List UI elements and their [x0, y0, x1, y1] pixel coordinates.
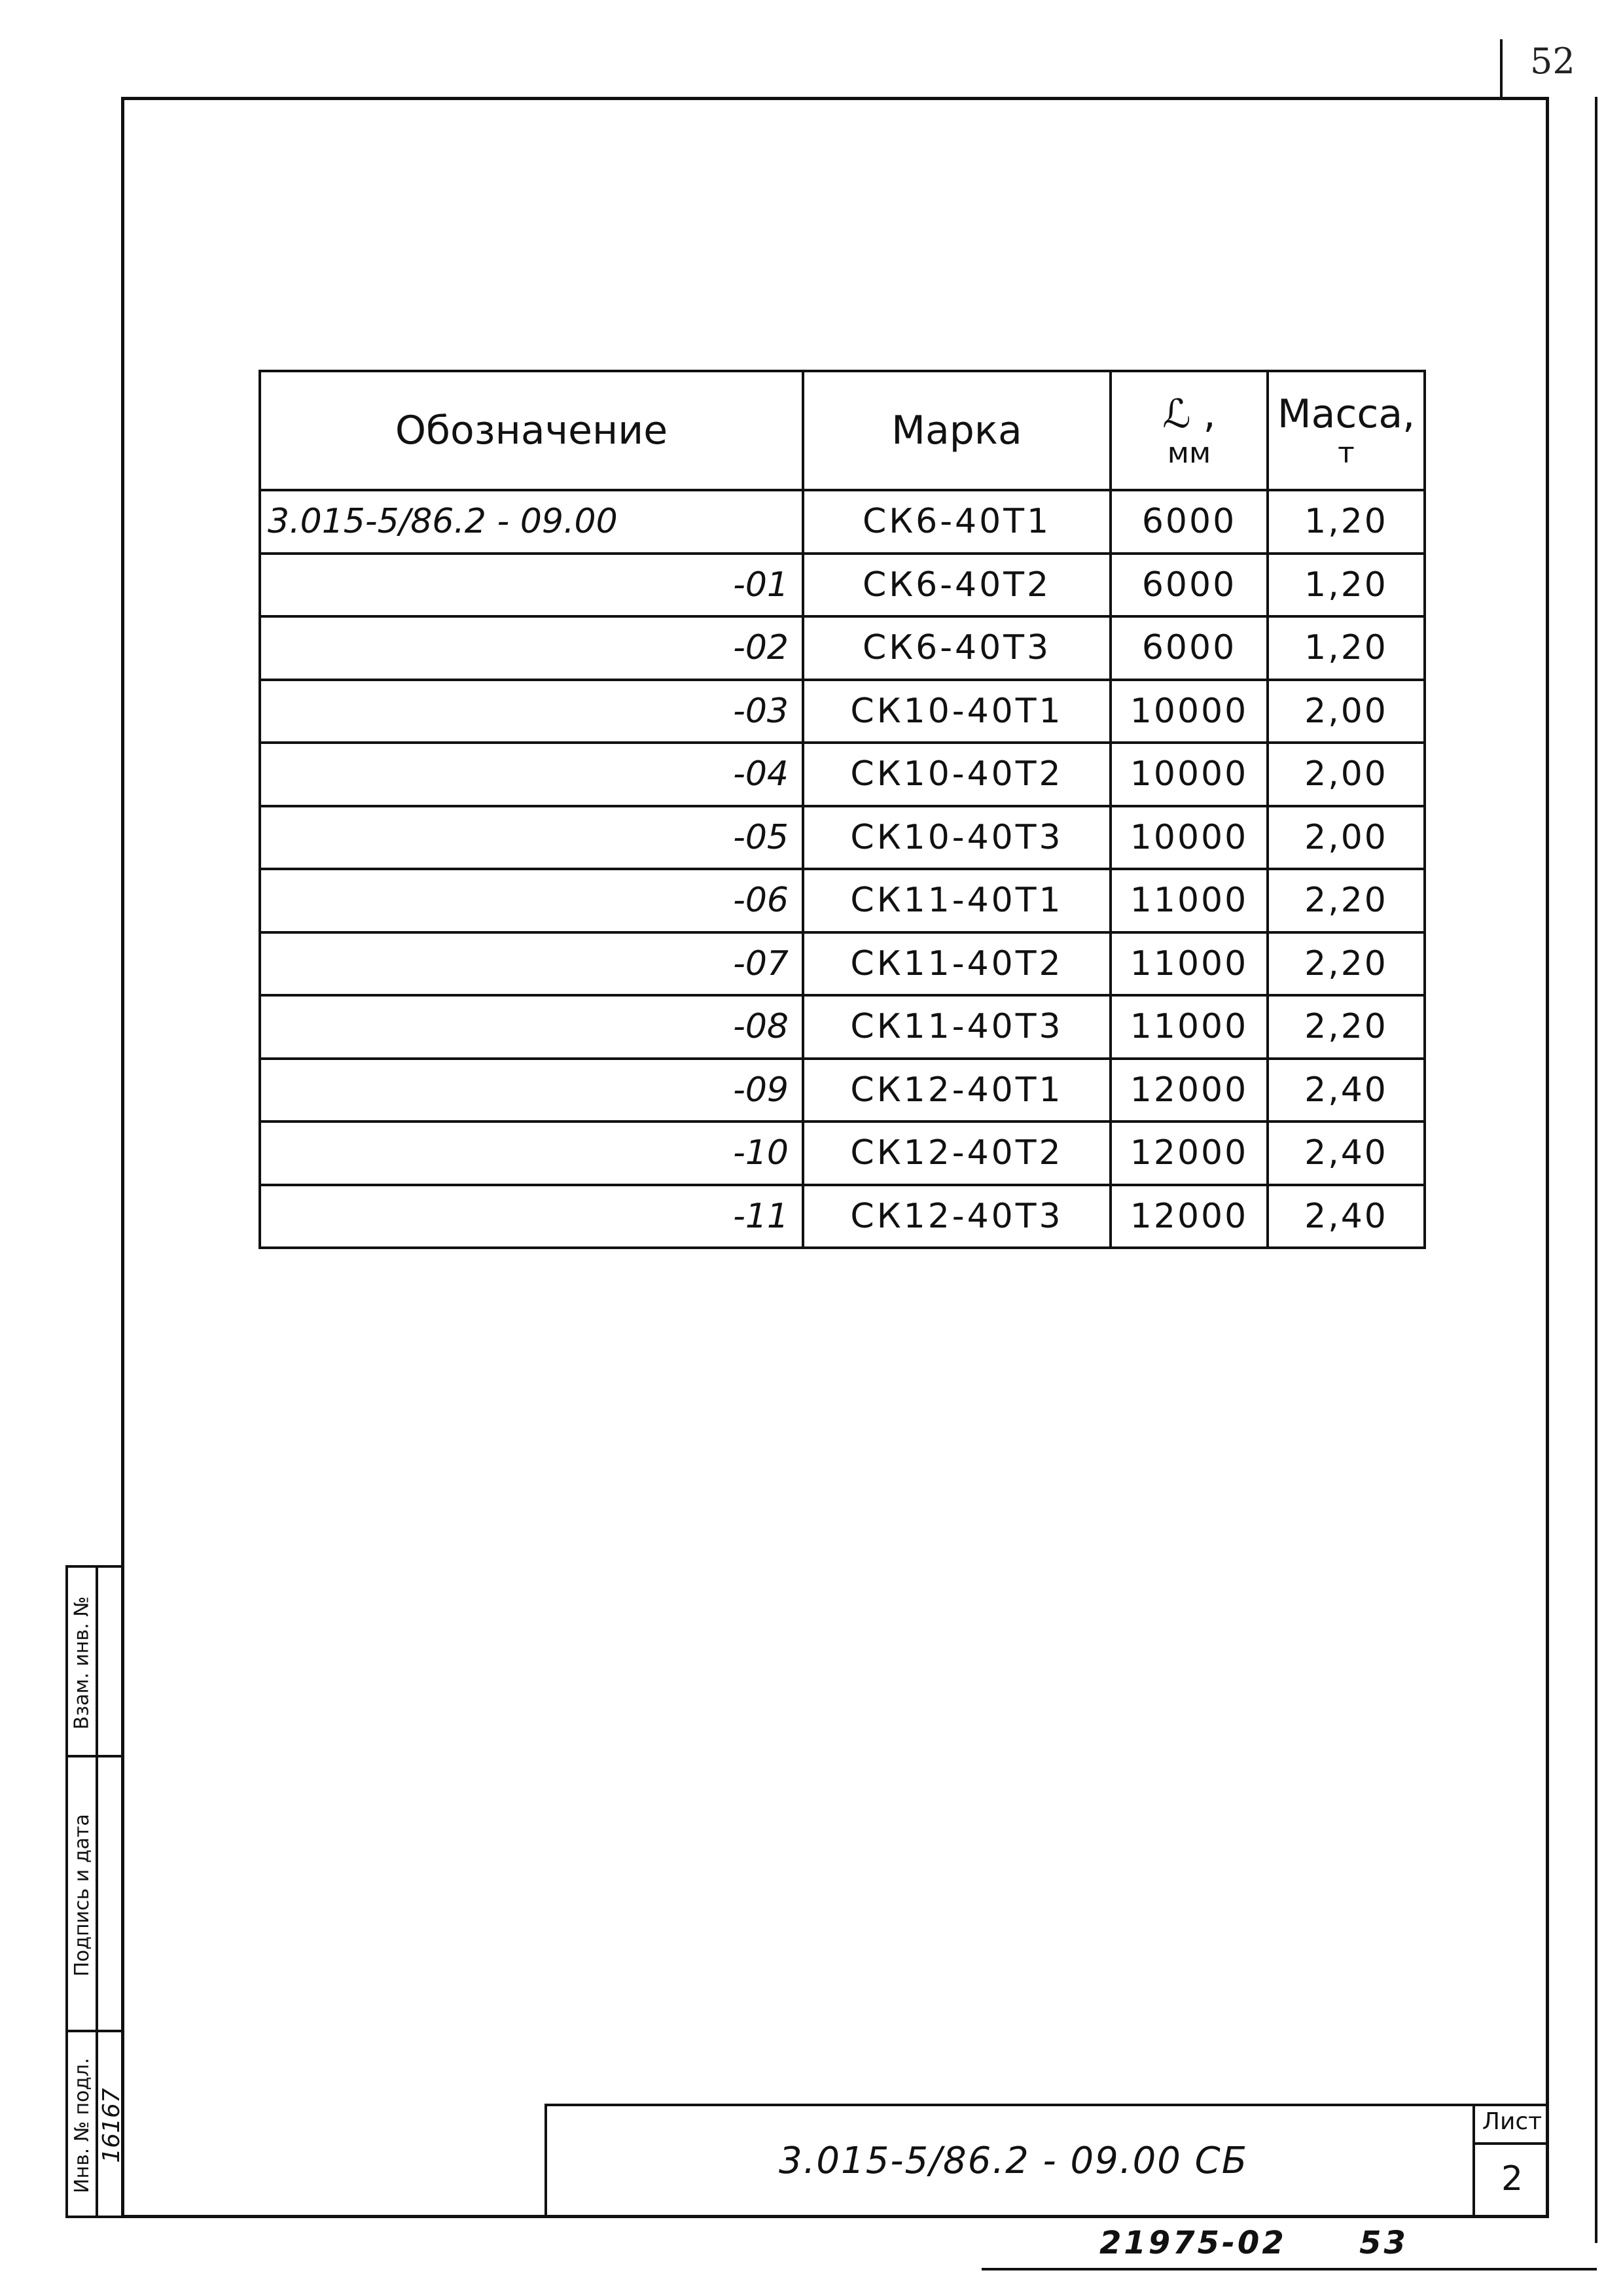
page-number: 52 — [1530, 41, 1575, 82]
cell-mass: 2,40 — [1268, 1122, 1425, 1185]
signature-date-label: Подпись и дата — [70, 1813, 94, 1977]
specification-table — [259, 370, 1426, 1249]
side-cell-original-inv — [68, 2032, 124, 2218]
cell-designation: -07 — [260, 932, 803, 996]
cell-length: 6000 — [1111, 616, 1268, 680]
header-mark-label: Марка — [891, 408, 1022, 453]
cell-length: 12000 — [1111, 1185, 1268, 1248]
header-mass — [1268, 371, 1425, 490]
table-row — [260, 806, 1425, 870]
header-designation-label: Обозначение — [395, 408, 668, 453]
footer-line — [982, 2268, 1597, 2270]
cell-designation: -02 — [260, 616, 803, 680]
table-row — [260, 995, 1425, 1059]
cell-mass: 2,40 — [1268, 1185, 1425, 1248]
signature-date-label-wrap — [68, 1757, 96, 2032]
cell-length: 10000 — [1111, 806, 1268, 870]
table-row — [260, 743, 1425, 806]
cell-length: 11000 — [1111, 995, 1268, 1059]
side-cell-replaced-inv — [68, 1568, 124, 1757]
archive-page-number: 53 — [1359, 2225, 1408, 2261]
original-inv-value-wrap — [98, 2032, 124, 2218]
table-body — [260, 490, 1425, 1248]
cell-length: 10000 — [1111, 680, 1268, 743]
cell-designation: -06 — [260, 869, 803, 932]
header-length-unit: мм — [1167, 436, 1211, 470]
cell-designation: -01 — [260, 554, 803, 617]
cell-mass: 1,20 — [1268, 616, 1425, 680]
cell-length: 6000 — [1111, 490, 1268, 554]
cell-designation: -04 — [260, 743, 803, 806]
replaced-inv-label-wrap — [68, 1568, 96, 1757]
table-row — [260, 616, 1425, 680]
side-stamp — [65, 1565, 124, 2218]
header-mark — [803, 371, 1111, 490]
cell-designation: -10 — [260, 1122, 803, 1185]
cell-mark: СК10-40Т1 — [803, 680, 1111, 743]
header-length-symbol: ℒ , — [1162, 391, 1216, 437]
sheet-number: 2 — [1501, 2159, 1524, 2199]
header-mass-label: Масса, — [1277, 391, 1416, 437]
cell-mark: СК11-40Т3 — [803, 995, 1111, 1059]
cell-length: 11000 — [1111, 869, 1268, 932]
archive-code — [1099, 2225, 1408, 2261]
cell-mark: СК12-40Т1 — [803, 1059, 1111, 1122]
sheet-label: Лист — [1475, 2108, 1549, 2145]
side-cell-signature-date — [68, 1757, 124, 2032]
table-row — [260, 1059, 1425, 1122]
cell-designation: -09 — [260, 1059, 803, 1122]
table-row — [260, 1185, 1425, 1248]
cell-mass: 1,20 — [1268, 490, 1425, 554]
archive-code-number: 21975-02 — [1099, 2225, 1287, 2261]
cell-mark: СК11-40Т1 — [803, 869, 1111, 932]
cell-mark: СК10-40Т3 — [803, 806, 1111, 870]
cell-length: 10000 — [1111, 743, 1268, 806]
cell-mass: 2,00 — [1268, 743, 1425, 806]
cell-mark: СК6-40Т1 — [803, 490, 1111, 554]
replaced-inv-label: Взам. инв. № — [70, 1596, 94, 1729]
page-number-divider — [1500, 39, 1503, 99]
header-length — [1111, 371, 1268, 490]
cell-mark: СК12-40Т2 — [803, 1122, 1111, 1185]
cell-length: 6000 — [1111, 554, 1268, 617]
cell-mass: 2,40 — [1268, 1059, 1425, 1122]
table-row — [260, 869, 1425, 932]
cell-mark: СК11-40Т2 — [803, 932, 1111, 996]
cell-length: 12000 — [1111, 1122, 1268, 1185]
header-mass-unit: т — [1338, 436, 1355, 470]
cell-mass: 2,00 — [1268, 680, 1425, 743]
header-designation — [260, 371, 803, 490]
original-inv-value: 16167 — [98, 2087, 125, 2163]
cell-mark: СК10-40Т2 — [803, 743, 1111, 806]
cell-designation: -03 — [260, 680, 803, 743]
cell-mass: 2,20 — [1268, 995, 1425, 1059]
cell-mass: 2,20 — [1268, 869, 1425, 932]
table-row — [260, 554, 1425, 617]
original-inv-label: Инв. № подл. — [70, 2057, 94, 2193]
cell-length: 11000 — [1111, 932, 1268, 996]
cell-mass: 2,20 — [1268, 932, 1425, 996]
cell-designation: -11 — [260, 1185, 803, 1248]
cell-mass: 2,00 — [1268, 806, 1425, 870]
cell-length: 12000 — [1111, 1059, 1268, 1122]
table-header-row — [260, 371, 1425, 490]
table-row — [260, 490, 1425, 554]
cell-designation: -05 — [260, 806, 803, 870]
original-inv-label-wrap — [68, 2032, 96, 2218]
cell-designation: -08 — [260, 995, 803, 1059]
cell-mark: СК6-40Т3 — [803, 616, 1111, 680]
cell-designation: 3.015-5/86.2 - 09.00 — [260, 490, 803, 554]
table-row — [260, 1122, 1425, 1185]
table-header — [260, 371, 1425, 490]
table-row — [260, 932, 1425, 996]
cell-mark: СК6-40Т2 — [803, 554, 1111, 617]
cell-mass: 1,20 — [1268, 554, 1425, 617]
binding-margin-line — [1595, 97, 1597, 2243]
table-row — [260, 680, 1425, 743]
cell-mark: СК12-40Т3 — [803, 1185, 1111, 1248]
document-code: 3.015-5/86.2 - 09.00 СБ — [779, 2140, 1249, 2182]
